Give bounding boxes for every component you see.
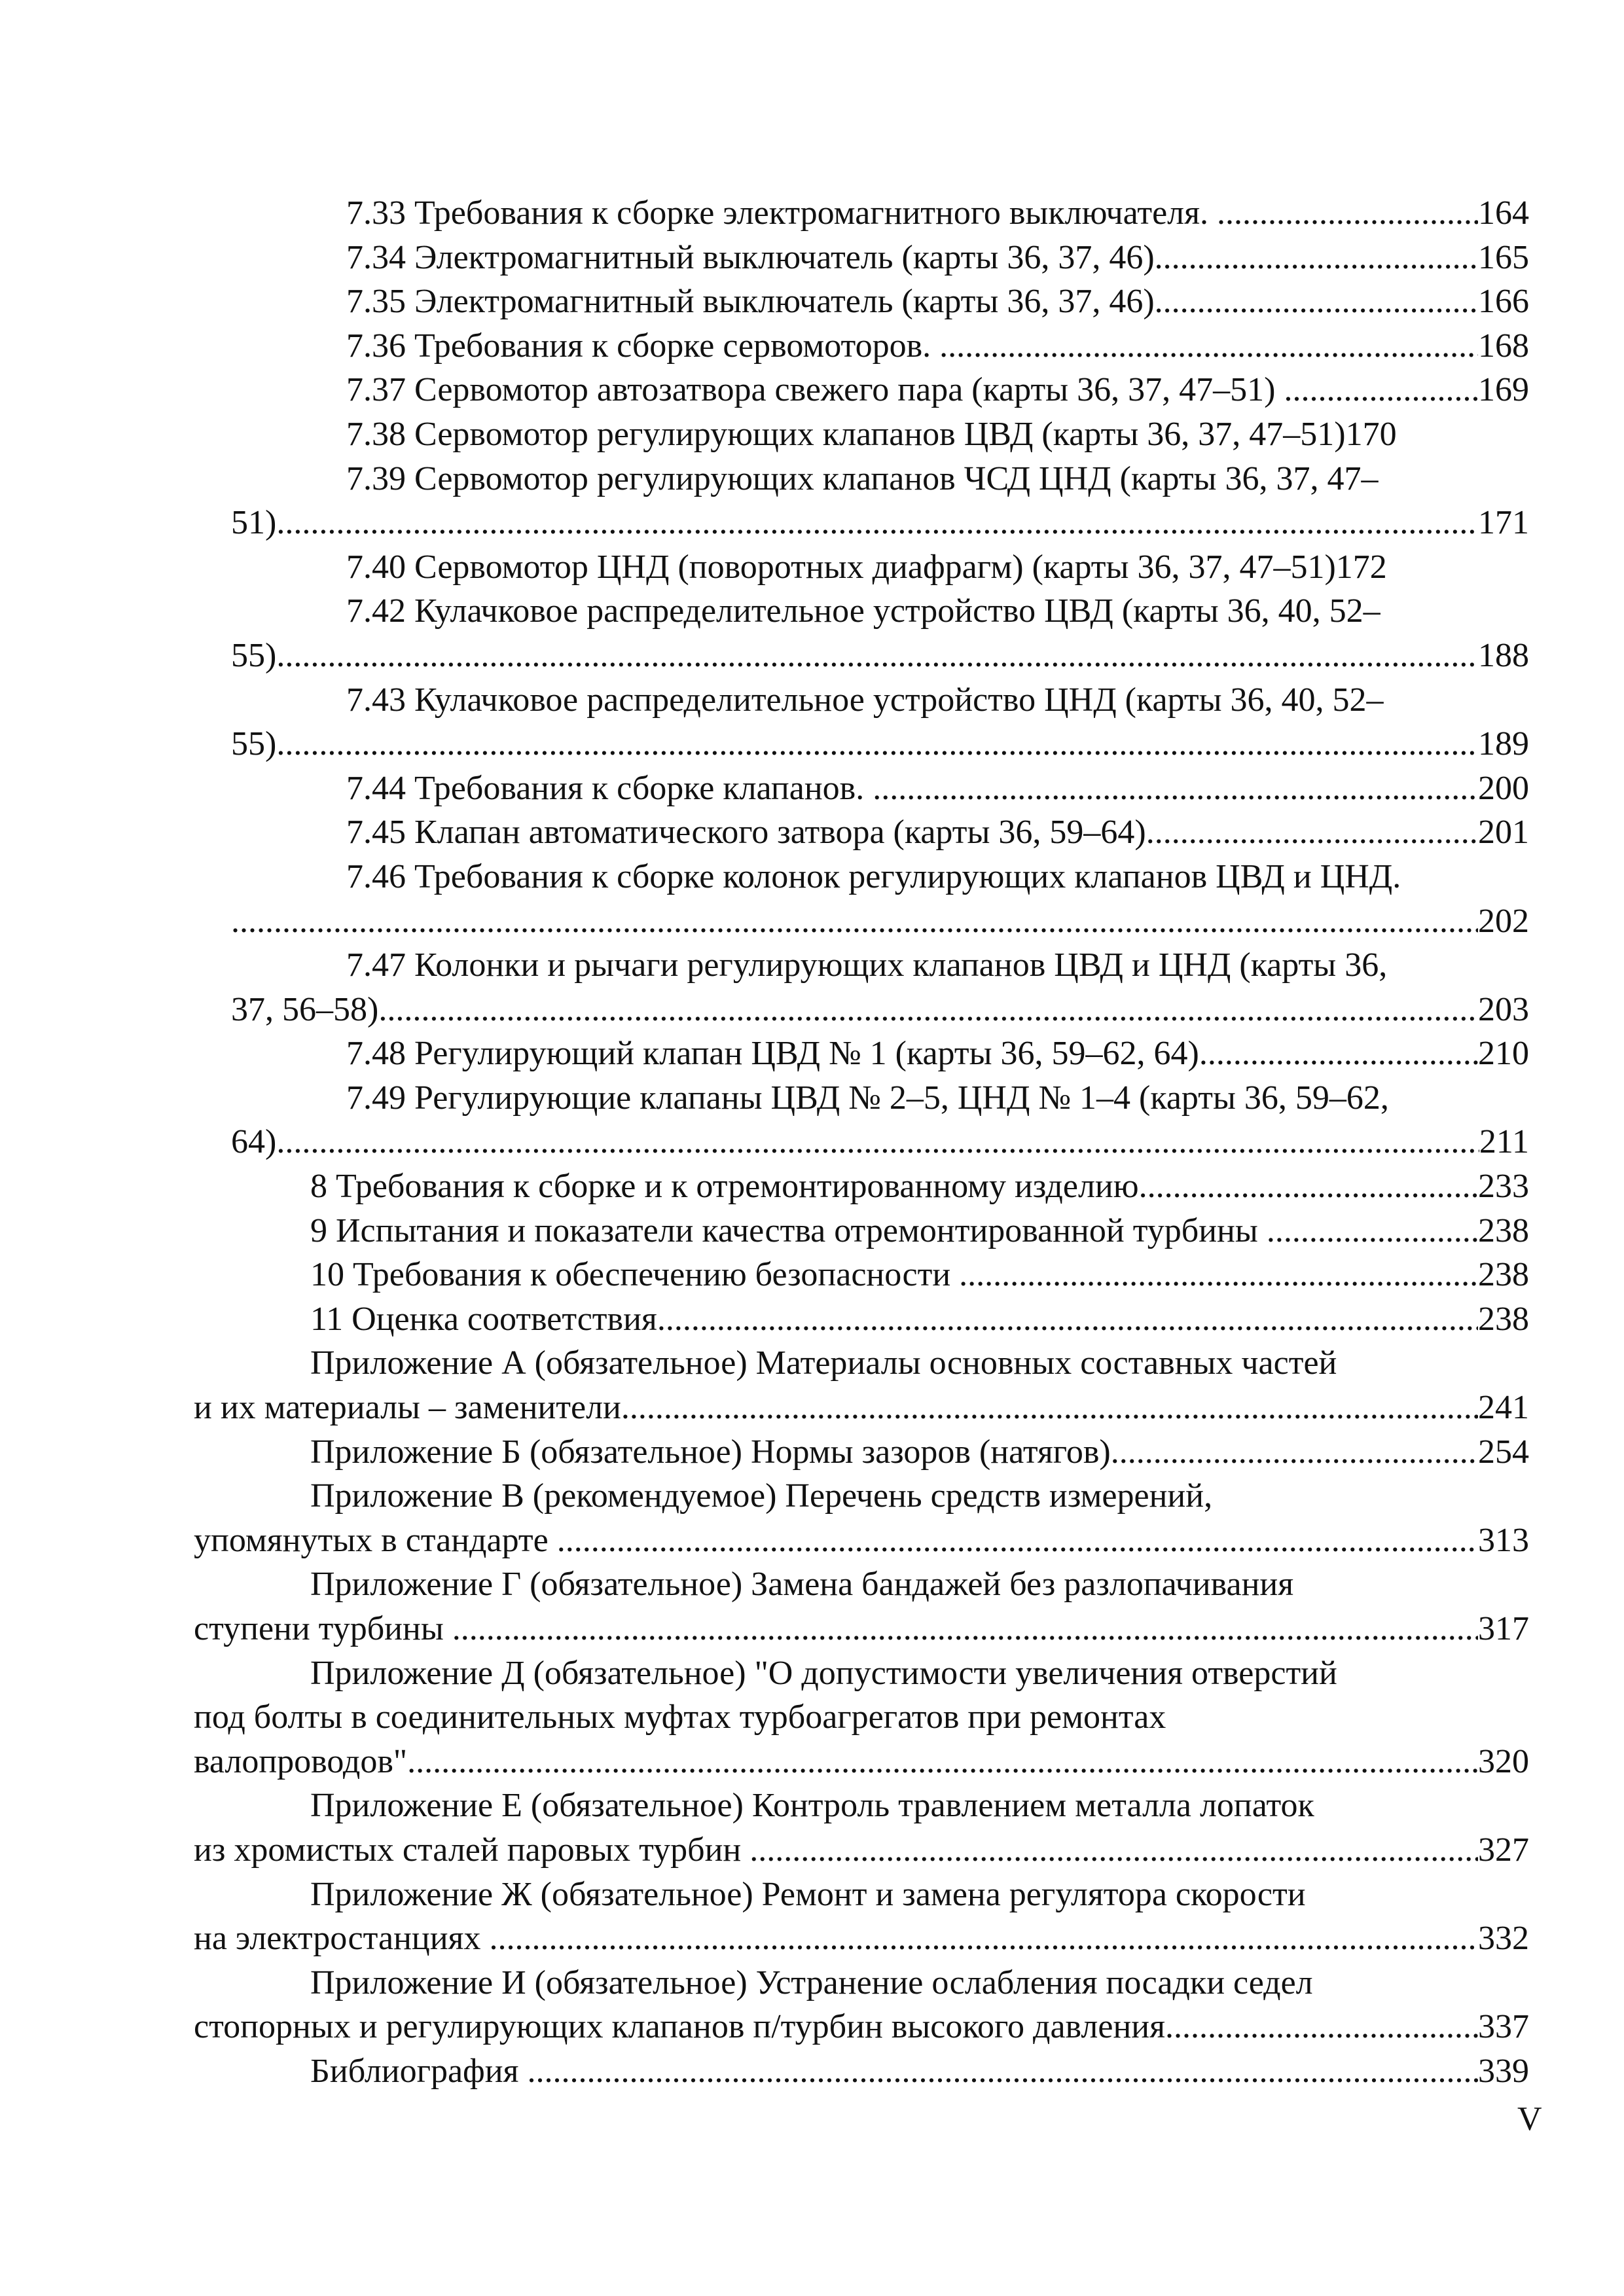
- toc-entry-title: Приложение Б (обязательное) Нормы зазоров (натягов): [310, 1433, 1111, 1471]
- toc-entry-last-line[interactable]: [194, 1916, 1529, 1961]
- toc-leader-dots: [959, 1253, 1478, 1297]
- toc-entry-page: 166: [1478, 283, 1529, 321]
- toc-entry-page: 238: [1478, 1256, 1529, 1294]
- toc-entry-title-cont: 55): [231, 636, 277, 674]
- toc-entry[interactable]: [194, 2049, 1529, 2094]
- toc-leader-dots: [873, 766, 1478, 811]
- toc-entry[interactable]: [194, 545, 1529, 590]
- toc-leader-dots: [1111, 1430, 1478, 1475]
- toc-entry-last-line[interactable]: [194, 501, 1529, 545]
- toc-entry-page: 254: [1478, 1433, 1529, 1471]
- toc-entry-title: 7.46 Требования к сборке колонок регулирующих клапанов ЦВД и ЦНД.: [346, 857, 1401, 895]
- toc-leader-dots: [527, 2049, 1478, 2094]
- toc-entry-last-line[interactable]: [194, 1518, 1529, 1563]
- toc-entry-first-line[interactable]: [194, 1873, 1529, 1917]
- toc-leader-dots: [378, 988, 1478, 1032]
- toc-entry-title: 7.42 Кулачковое распределительное устройство ЦВД (карты 36, 40, 52–: [346, 592, 1380, 630]
- toc-entry-title-cont: 37, 56–58): [231, 990, 379, 1028]
- toc-entry-title: 7.47 Колонки и рычаги регулирующих клапанов ЦВД и ЦНД (карты 36,: [346, 946, 1388, 984]
- toc-entry-page: 332: [1478, 1920, 1529, 1958]
- toc-entry[interactable]: [194, 324, 1529, 368]
- toc-entry-page: 313: [1478, 1521, 1529, 1559]
- toc-entry-title: 9 Испытания и показатели качества отремонтированной турбины: [310, 1211, 1267, 1249]
- toc-entry-title-cont: валопроводов".: [194, 1742, 416, 1780]
- toc-entry-title-cont: и их материалы – заменители: [194, 1389, 621, 1427]
- toc-entry-page: 169: [1478, 371, 1529, 409]
- toc-entry-title: 11 Оценка соответствия: [310, 1300, 657, 1338]
- toc-entry-title: Приложение Е (обязательное) Контроль травлением металла лопаток: [310, 1787, 1314, 1825]
- toc-leader-dots: [1199, 1031, 1478, 1076]
- toc-entry-page: 337: [1478, 2008, 1529, 2046]
- toc-leader-dots: [452, 1607, 1478, 1651]
- toc-entry-title: Приложение И (обязательное) Устранение ослабления посадки седел: [310, 1964, 1313, 2001]
- toc-entry-page: 202: [1478, 902, 1529, 940]
- toc-entry-page: 241: [1478, 1389, 1529, 1427]
- toc-entry[interactable]: [194, 1253, 1529, 1297]
- toc-entry-title: 7.36 Требования к сборке сервомоторов.: [346, 327, 940, 365]
- toc-entry-last-line[interactable]: [194, 899, 1529, 944]
- toc-leader-dots: [489, 1916, 1478, 1961]
- toc-leader-dots: [1284, 368, 1478, 412]
- toc-entry-page: 171: [1478, 504, 1529, 542]
- toc-entry[interactable]: [194, 1164, 1529, 1209]
- toc-entry-last-line[interactable]: [194, 988, 1529, 1032]
- toc-leader-dots: [657, 1297, 1478, 1342]
- toc-entry-title-cont: на электростанциях: [194, 1920, 490, 1958]
- toc-entry-title: 7.38 Сервомотор регулирующих клапанов ЦВД (карты 36, 37, 47–51): [346, 415, 1346, 453]
- toc-leader-dots: [1163, 236, 1478, 280]
- toc-leader-dots: [621, 1386, 1478, 1430]
- toc-entry-first-line[interactable]: [194, 1784, 1529, 1828]
- toc-leader-dots: [231, 899, 1478, 944]
- toc-entry-first-line[interactable]: [194, 1651, 1529, 1696]
- toc-entry-page: 164: [1478, 194, 1529, 232]
- toc-entry-title: 7.44 Требования к сборке клапанов.: [346, 769, 873, 807]
- toc-leader-dots: [1165, 2005, 1478, 2049]
- toc-entry-page: 189: [1478, 725, 1529, 763]
- toc-leader-dots: [1217, 191, 1478, 236]
- toc-entry-title: 7.37 Сервомотор автозатвора свежего пара (карты 36, 37, 47–51): [346, 371, 1284, 409]
- toc-entry-first-line[interactable]: [194, 678, 1529, 723]
- toc-entry-last-line[interactable]: [194, 2005, 1529, 2049]
- toc-entry-page: 210: [1478, 1035, 1529, 1073]
- toc-entry-title: Приложение Г (обязательное) Замена бандажей без разлопачивания: [310, 1566, 1294, 1604]
- toc-entry-last-line[interactable]: [194, 1740, 1529, 1784]
- toc-entry-title: Приложение Д (обязательное) "О допустимости увеличения отверстий: [310, 1654, 1337, 1692]
- toc-entry-first-line[interactable]: [194, 943, 1529, 988]
- toc-leader-dots: [416, 1740, 1478, 1784]
- toc-entry-middle-line[interactable]: [194, 1695, 1529, 1740]
- toc-entry-title: Приложение В (рекомендуемое) Перечень средств измерений,: [310, 1477, 1213, 1515]
- toc-leader-dots: [939, 324, 1478, 368]
- toc-entry-title-cont: из хромистых сталей паровых турбин: [194, 1831, 750, 1869]
- toc-entry-title-cont: 64): [231, 1123, 277, 1161]
- toc-entry[interactable]: [194, 1297, 1529, 1342]
- toc-entry-page: 188: [1478, 636, 1529, 674]
- toc-entry[interactable]: [194, 279, 1529, 324]
- toc-entry-first-line[interactable]: [194, 1341, 1529, 1386]
- toc-entry-last-line[interactable]: [194, 722, 1529, 766]
- toc-entry[interactable]: [194, 412, 1529, 457]
- toc-entry-page: 238: [1478, 1300, 1529, 1338]
- toc-entry[interactable]: [194, 810, 1529, 855]
- toc-entry[interactable]: [194, 191, 1529, 236]
- toc-entry-last-line[interactable]: [194, 1120, 1529, 1164]
- toc-entry[interactable]: [194, 766, 1529, 811]
- toc-leader-dots: [1155, 810, 1478, 855]
- toc-leader-dots: [276, 722, 1478, 766]
- toc-entry-page: 320: [1478, 1742, 1529, 1780]
- toc-entry-title: 7.33 Требования к сборке электромагнитного выключателя.: [346, 194, 1218, 232]
- toc-entry-page: 201: [1478, 814, 1529, 852]
- toc-entry-first-line[interactable]: [194, 1961, 1529, 2005]
- toc-entry-title-cont: 55): [231, 725, 277, 763]
- toc-entry-title: 7.35 Электромагнитный выключатель (карты 36, 37, 46): [346, 283, 1155, 321]
- toc-entry-page: 211: [1479, 1123, 1529, 1161]
- toc-entry-page: 172: [1335, 548, 1387, 586]
- toc-entry-title-cont: ступени турбины: [194, 1610, 452, 1647]
- toc-entry[interactable]: [194, 1031, 1529, 1076]
- toc-entry-title: 7.48 Регулирующий клапан ЦВД № 1 (карты 36, 59–62, 64): [346, 1035, 1199, 1073]
- toc-leader-dots: [1267, 1209, 1478, 1253]
- toc-entry-first-line[interactable]: [194, 1562, 1529, 1607]
- toc-entry-title-cont: упомянутых в стандарте: [194, 1521, 557, 1559]
- toc-entry-last-line[interactable]: [194, 1607, 1529, 1651]
- page-number: V: [1517, 2100, 1542, 2138]
- toc-leader-dots: [276, 1120, 1479, 1164]
- toc-entry-page: 168: [1478, 327, 1529, 365]
- toc-entry-title: 7.49 Регулирующие клапаны ЦВД № 2–5, ЦНД № 1–4 (карты 36, 59–62,: [346, 1079, 1389, 1117]
- toc-entry-page: 233: [1478, 1168, 1529, 1206]
- toc-entry[interactable]: [194, 1430, 1529, 1475]
- toc-entry-title: 7.34 Электромагнитный выключатель (карты 36, 37, 46).: [346, 238, 1163, 276]
- toc-entry-title: 7.45 Клапан автоматического затвора (карты 36, 59–64).: [346, 814, 1155, 852]
- toc-leader-dots: [557, 1518, 1478, 1563]
- toc-entry-first-line[interactable]: [194, 457, 1529, 501]
- toc-entry-page: 165: [1478, 238, 1529, 276]
- toc-leader-dots: [749, 1828, 1478, 1873]
- toc-entry-last-line[interactable]: [194, 1828, 1529, 1873]
- toc-entry-title-cont: под болты в соединительных муфтах турбоагрегатов при ремонтах: [194, 1698, 1166, 1736]
- toc-entry[interactable]: [194, 1209, 1529, 1253]
- toc-entry-page: 339: [1478, 2052, 1529, 2090]
- toc-entry-page: 203: [1478, 990, 1529, 1028]
- toc-entry-first-line[interactable]: [194, 855, 1529, 899]
- toc-entry[interactable]: [194, 368, 1529, 412]
- toc-leader-dots: [276, 634, 1478, 678]
- toc-entry-page: 238: [1478, 1211, 1529, 1249]
- toc-leader-dots: [276, 501, 1478, 545]
- toc-entry-title-cont: стопорных и регулирующих клапанов п/турбин высокого давления: [194, 2008, 1166, 2046]
- toc-entry-title: 7.39 Сервомотор регулирующих клапанов ЧСД ЦНД (карты 36, 37, 47–: [346, 459, 1379, 497]
- toc-entry-title: 7.43 Кулачковое распределительное устройство ЦНД (карты 36, 40, 52–: [346, 681, 1384, 719]
- toc-entry-first-line[interactable]: [194, 1076, 1529, 1121]
- toc-entry-title: 10 Требования к обеспечению безопасности: [310, 1256, 960, 1294]
- toc-entry-page: 200: [1478, 769, 1529, 807]
- toc-entry-first-line[interactable]: [194, 1474, 1529, 1518]
- toc-entry-page: 327: [1478, 1831, 1529, 1869]
- toc-entry-title: 7.40 Сервомотор ЦНД (поворотных диафрагм) (карты 36, 37, 47–51): [346, 548, 1336, 586]
- toc-leader-dots: [1155, 279, 1478, 324]
- toc-entry-title: Библиография: [310, 2052, 528, 2090]
- toc-entry-title-cont: 51): [231, 504, 277, 542]
- toc-entry-page: 170: [1345, 415, 1397, 453]
- toc-entry-last-line[interactable]: [194, 634, 1529, 678]
- table-of-contents: [194, 191, 1529, 2094]
- toc-entry-first-line[interactable]: [194, 589, 1529, 634]
- toc-entry-page: 317: [1478, 1610, 1529, 1647]
- toc-entry[interactable]: [194, 236, 1529, 280]
- toc-entry-title: Приложение Ж (обязательное) Ремонт и замена регулятора скорости: [310, 1875, 1306, 1913]
- toc-entry-title: 8 Требования к сборке и к отремонтированному изделию: [310, 1168, 1139, 1206]
- toc-entry-last-line[interactable]: [194, 1386, 1529, 1430]
- toc-entry-title: Приложение А (обязательное) Материалы основных составных частей: [310, 1344, 1337, 1382]
- toc-leader-dots: [1139, 1164, 1478, 1209]
